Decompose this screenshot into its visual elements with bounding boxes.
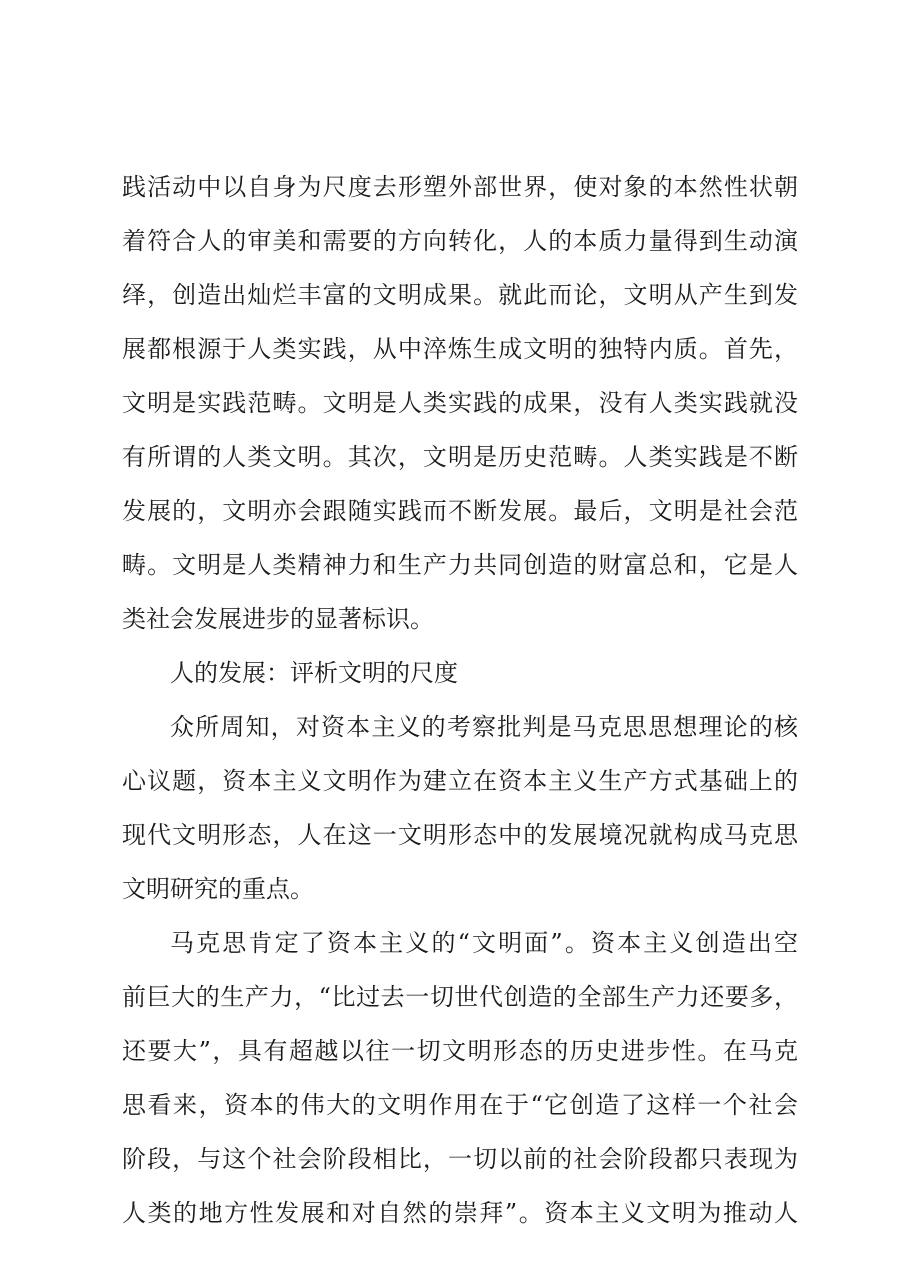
text-line: 畴。文明是人类精神力和生产力共同创造的财富总和，它是人 — [122, 551, 798, 579]
text-line: 文明是实践范畴。文明是人类实践的成果，没有人类实践就没 — [122, 389, 798, 417]
text-line: 思看来，资本的伟大的文明作用在于“它创造了这样一个社会 — [122, 1091, 798, 1119]
text-line: 展都根源于人类实践，从中淬炼生成文明的独特内质。首先， — [122, 335, 798, 363]
text-line: 践活动中以自身为尺度去形塑外部世界，使对象的本然性状朝 — [122, 173, 798, 201]
text-line: 发展的，文明亦会跟随实践而不断发展。最后，文明是社会范 — [122, 497, 798, 525]
text-line: 着符合人的审美和需要的方向转化，人的本质力量得到生动演 — [122, 227, 798, 255]
text-line: 人类的地方性发展和对自然的崇拜”。资本主义文明为推动人 — [122, 1199, 798, 1227]
text-line: 阶段，与这个社会阶段相比，一切以前的社会阶段都只表现为 — [122, 1145, 798, 1173]
text-line: 文明研究的重点。 — [122, 875, 314, 903]
text-line: 还要大”，具有超越以往一切文明形态的历史进步性。在马克 — [122, 1037, 798, 1065]
paragraph-first-line: 众所周知，对资本主义的考察批判是马克思思想理论的核 — [170, 713, 798, 741]
paragraph-first-line: 马克思肯定了资本主义的“文明面”。资本主义创造出空 — [170, 929, 798, 957]
text-line: 现代文明形态，人在这一文明形态中的发展境况就构成马克思 — [122, 821, 798, 849]
text-line: 心议题，资本主义文明作为建立在资本主义生产方式基础上的 — [122, 767, 798, 795]
text-line: 前巨大的生产力，“比过去一切世代创造的全部生产力还要多， — [122, 983, 798, 1011]
text-line: 有所谓的人类文明。其次，文明是历史范畴。人类实践是不断 — [122, 443, 798, 471]
text-line: 类社会发展进步的显著标识。 — [122, 605, 434, 633]
text-line: 绎，创造出灿烂丰富的文明成果。就此而论，文明从产生到发 — [122, 281, 798, 309]
section-heading: 人的发展：评析文明的尺度 — [170, 659, 458, 687]
